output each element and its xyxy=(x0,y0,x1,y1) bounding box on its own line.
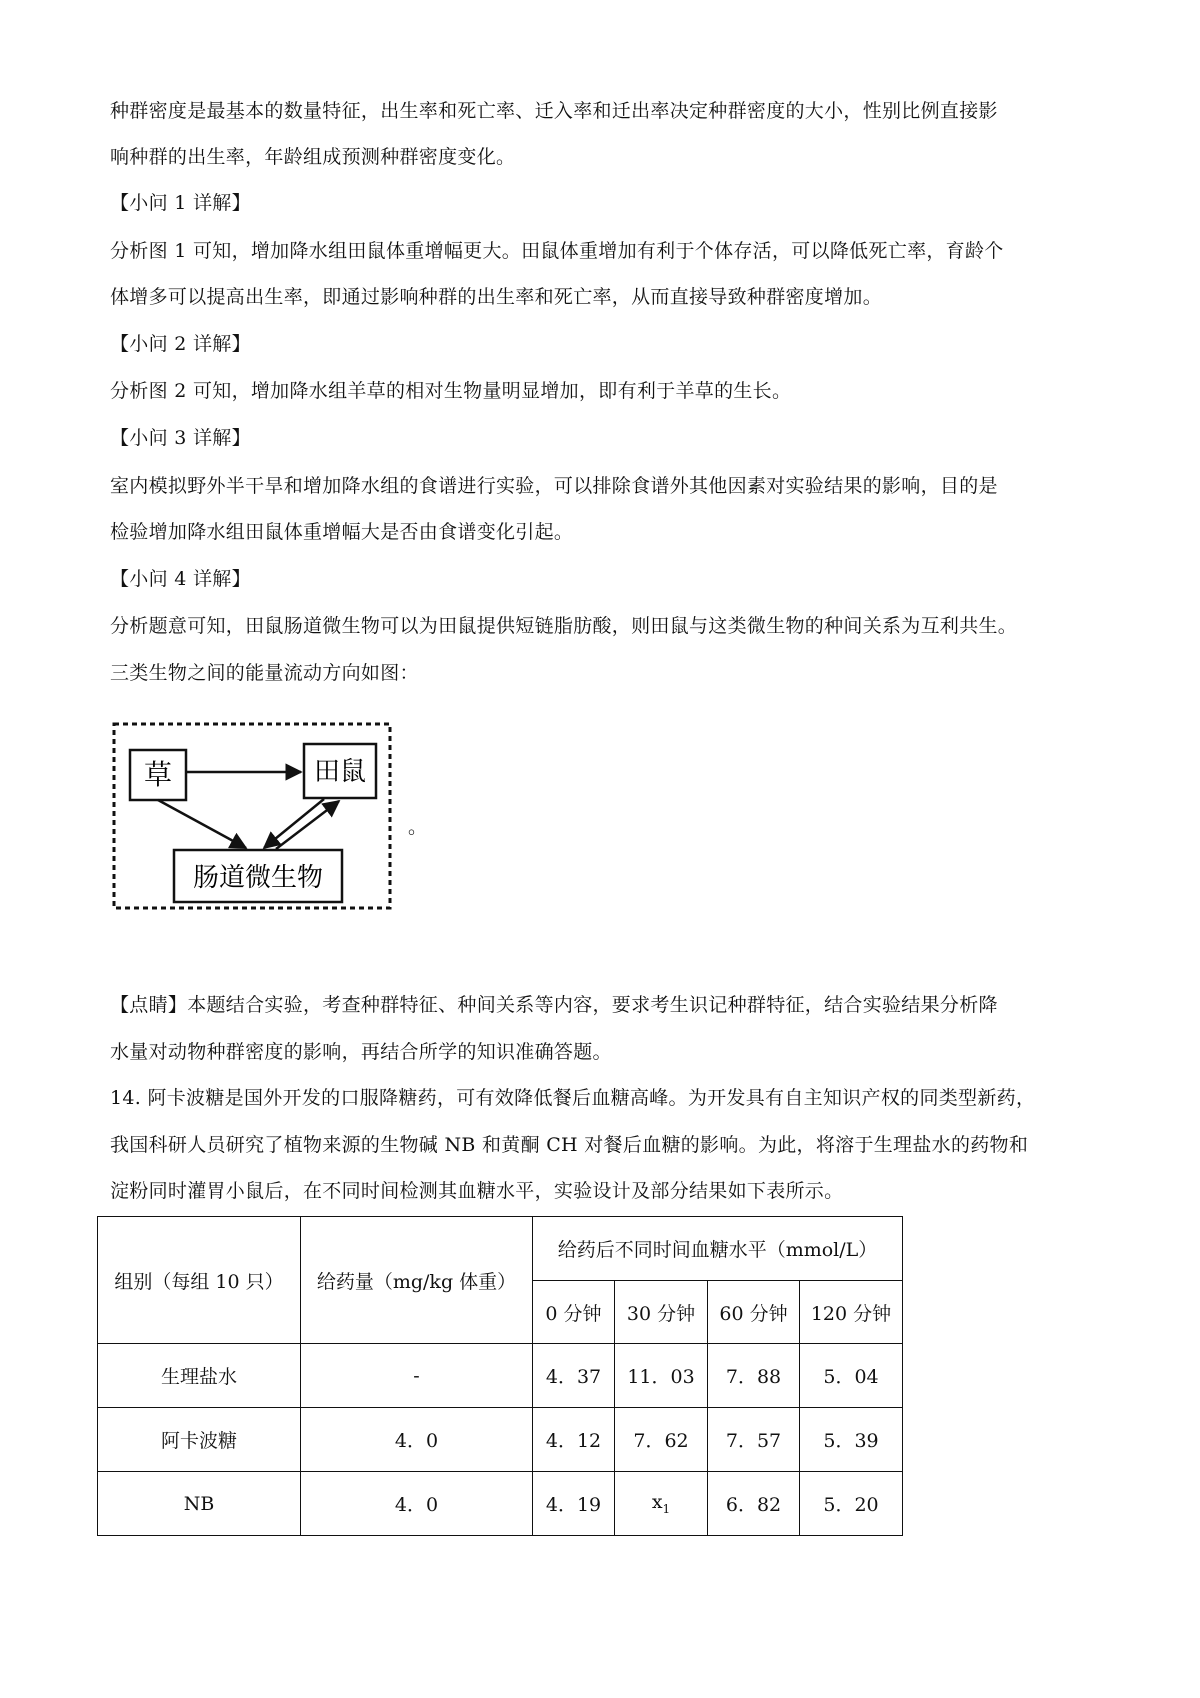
header-time: 60 分钟 xyxy=(708,1281,800,1344)
cell-value: 7．57 xyxy=(708,1408,800,1472)
blood-glucose-table xyxy=(97,1216,903,1536)
table-row xyxy=(98,1472,903,1536)
cell-value: 7．62 xyxy=(615,1408,708,1472)
text-line: 分析图 2 可知，增加降水组羊草的相对生物量明显增加，即有利于羊草的生长。 xyxy=(110,380,792,402)
variable-subscript: 1 xyxy=(662,1501,671,1516)
cell-value: 5．04 xyxy=(800,1344,903,1408)
grass-label: 草 xyxy=(143,758,173,791)
vole-label: 田鼠 xyxy=(313,757,367,787)
table-row xyxy=(98,1408,903,1472)
section-heading: 【小问 2 详解】 xyxy=(110,333,251,355)
text-line: 淀粉同时灌胃小鼠后，在不同时间检测其血糖水平，实验设计及部分结果如下表所示。 xyxy=(110,1180,844,1202)
cell-value: 11．03 xyxy=(615,1344,708,1408)
cell-value: 6．82 xyxy=(708,1472,800,1536)
variable-x: x xyxy=(651,1491,663,1514)
table-row xyxy=(98,1344,903,1408)
cell-value: 4．12 xyxy=(533,1408,615,1472)
text-line: 14. 阿卡波糖是国外开发的口服降糖药，可有效降低餐后血糖高峰。为开发具有自主知识产权的同类型新药， xyxy=(110,1087,1036,1109)
cell-value: 7．88 xyxy=(708,1344,800,1408)
header-group: 组别（每组 10 只） xyxy=(98,1217,301,1344)
header-time: 30 分钟 xyxy=(615,1281,708,1344)
arrow-grass-to-microbe xyxy=(158,800,246,848)
cell-dose: 4．0 xyxy=(301,1472,533,1536)
period-mark: 。 xyxy=(408,816,428,838)
text-line: 分析图 1 可知，增加降水组田鼠体重增幅更大。田鼠体重增加有利于个体存活，可以降低死亡率，育龄个 xyxy=(110,240,1004,262)
header-time: 0 分钟 xyxy=(533,1281,615,1344)
energy-flow-diagram xyxy=(112,722,392,910)
text-line: 【点睛】本题结合实验，考查种群特征、种间关系等内容，要求考生识记种群特征，结合实验结果分析降 xyxy=(110,994,998,1016)
cell-value: 5．20 xyxy=(800,1472,903,1536)
cell-group: 阿卡波糖 xyxy=(98,1408,301,1472)
cell-value: 5．39 xyxy=(800,1408,903,1472)
cell-value: 4．19 xyxy=(533,1472,615,1536)
header-level: 给药后不同时间血糖水平（mmol/L） xyxy=(533,1217,903,1281)
text-line: 三类生物之间的能量流动方向如图： xyxy=(110,662,419,684)
cell-group: NB xyxy=(98,1472,301,1536)
text-line: 检验增加降水组田鼠体重增幅大是否由食谱变化引起。 xyxy=(110,521,574,543)
cell-dose: - xyxy=(301,1344,533,1408)
section-heading: 【小问 1 详解】 xyxy=(110,192,251,214)
cell-group: 生理盐水 xyxy=(98,1344,301,1408)
text-line: 响种群的出生率，年龄组成预测种群密度变化。 xyxy=(110,146,516,168)
section-heading: 【小问 4 详解】 xyxy=(110,568,251,590)
header-dose: 给药量（mg/kg 体重） xyxy=(301,1217,533,1344)
arrow-vole-to-microbe xyxy=(264,799,324,848)
text-line: 分析题意可知，田鼠肠道微生物可以为田鼠提供短链脂肪酸，则田鼠与这类微生物的种间关系为互利共生。 xyxy=(110,615,1018,637)
text-line: 我国科研人员研究了植物来源的生物碱 NB 和黄酮 CH 对餐后血糖的影响。为此，将溶于生理盐水的药物和 xyxy=(110,1134,1029,1156)
cell-value: 4．37 xyxy=(533,1344,615,1408)
cell-value-unknown xyxy=(615,1472,708,1536)
arrow-microbe-to-vole xyxy=(276,801,339,849)
header-time: 120 分钟 xyxy=(800,1281,903,1344)
text-line: 室内模拟野外半干旱和增加降水组的食谱进行实验，可以排除食谱外其他因素对实验结果的影响，目的是 xyxy=(110,475,998,497)
microbe-label: 肠道微生物 xyxy=(192,863,324,893)
text-line: 水量对动物种群密度的影响，再结合所学的知识准确答题。 xyxy=(110,1041,612,1063)
section-heading: 【小问 3 详解】 xyxy=(110,427,251,449)
text-line: 种群密度是最基本的数量特征，出生率和死亡率、迁入率和迁出率决定种群密度的大小，性别比例直接影 xyxy=(110,100,998,122)
cell-dose: 4．0 xyxy=(301,1408,533,1472)
text-line: 体增多可以提高出生率，即通过影响种群的出生率和死亡率，从而直接导致种群密度增加。 xyxy=(110,286,883,308)
